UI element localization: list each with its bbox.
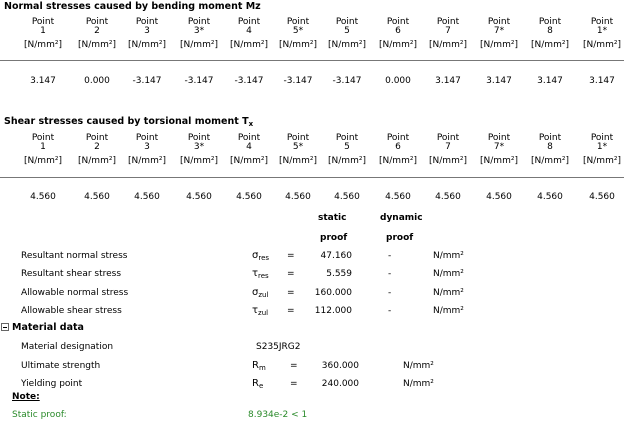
proof-row-equals-4: = bbox=[287, 306, 295, 316]
shear-header-point-6: Point bbox=[286, 133, 310, 143]
shear-header-unit-11: [N/mm²] bbox=[531, 156, 569, 166]
shear-header-point-12: Point bbox=[590, 133, 614, 143]
shear-value-10: 4.560 bbox=[486, 192, 512, 202]
normal-header-unit-3: [N/mm²] bbox=[128, 40, 166, 50]
proof-row-symbol-2: $\tau_{res}$ bbox=[252, 268, 269, 280]
normal-header-number-5: 4 bbox=[246, 26, 252, 36]
collapse-material-icon[interactable] bbox=[1, 323, 9, 331]
shear-stress-title-text: Shear stresses caused by torsional moment T bbox=[4, 116, 249, 127]
shear-value-5: 4.560 bbox=[236, 192, 262, 202]
shear-header-point-9: Point bbox=[436, 133, 460, 143]
static-proof-header-1: static bbox=[318, 213, 347, 223]
shear-value-7: 4.560 bbox=[334, 192, 360, 202]
shear-header-number-9: 7 bbox=[445, 142, 451, 152]
proof-row-static-value-1: 47.160 bbox=[320, 251, 352, 261]
normal-header-number-3: 3 bbox=[144, 26, 150, 36]
normal-header-point-12: Point bbox=[590, 17, 614, 27]
shear-header-unit-4: [N/mm²] bbox=[180, 156, 218, 166]
material-row-equals-1: = bbox=[290, 361, 298, 371]
proof-row-dynamic-value-1: - bbox=[388, 251, 392, 261]
material-row-label-2: Yielding point bbox=[21, 379, 83, 389]
normal-header-point-8: Point bbox=[386, 17, 410, 27]
normal-value-1: 3.147 bbox=[30, 76, 56, 86]
proof-row-label-4: Allowable shear stress bbox=[21, 306, 122, 316]
proof-row-equals-1: = bbox=[287, 251, 295, 261]
normal-header-number-11: 8 bbox=[547, 26, 553, 36]
shear-header-point-10: Point bbox=[487, 133, 511, 143]
normal-value-5: -3.147 bbox=[234, 76, 264, 86]
material-designation-label: Material designation bbox=[21, 342, 114, 352]
shear-header-unit-1: [N/mm²] bbox=[24, 156, 62, 166]
proof-row-dynamic-value-2: - bbox=[388, 269, 392, 279]
shear-header-unit-2: [N/mm²] bbox=[78, 156, 116, 166]
normal-value-4: -3.147 bbox=[184, 76, 214, 86]
normal-header-unit-2: [N/mm²] bbox=[78, 40, 116, 50]
shear-value-3: 4.560 bbox=[134, 192, 160, 202]
proof-row-label-1: Resultant normal stress bbox=[21, 251, 128, 261]
normal-header-unit-10: [N/mm²] bbox=[480, 40, 518, 50]
material-row-symbol-1: $R_m$ bbox=[252, 360, 266, 372]
shear-header-number-12: 1* bbox=[596, 142, 608, 152]
normal-value-11: 3.147 bbox=[537, 76, 563, 86]
shear-header-unit-3: [N/mm²] bbox=[128, 156, 166, 166]
shear-value-12: 4.560 bbox=[589, 192, 615, 202]
shear-header-point-2: Point bbox=[85, 133, 109, 143]
normal-header-point-11: Point bbox=[538, 17, 562, 27]
proof-row-label-3: Allowable normal stress bbox=[21, 288, 129, 298]
shear-stress-separator bbox=[0, 177, 624, 178]
normal-header-number-7: 5 bbox=[344, 26, 350, 36]
material-row-unit-2: N/mm² bbox=[403, 379, 434, 389]
shear-header-number-3: 3 bbox=[144, 142, 150, 152]
proof-row-equals-3: = bbox=[287, 288, 295, 298]
static-proof-header-2: proof bbox=[320, 233, 348, 243]
normal-header-point-3: Point bbox=[135, 17, 159, 27]
shear-value-11: 4.560 bbox=[537, 192, 563, 202]
normal-header-unit-4: [N/mm²] bbox=[180, 40, 218, 50]
shear-header-unit-9: [N/mm²] bbox=[429, 156, 467, 166]
shear-header-unit-10: [N/mm²] bbox=[480, 156, 518, 166]
shear-header-number-6: 5* bbox=[292, 142, 304, 152]
normal-value-7: -3.147 bbox=[332, 76, 362, 86]
dynamic-proof-header-1: dynamic bbox=[380, 213, 423, 223]
shear-stress-title bbox=[4, 116, 253, 128]
proof-row-static-value-2: 5.559 bbox=[326, 269, 352, 279]
normal-header-unit-9: [N/mm²] bbox=[429, 40, 467, 50]
material-designation-value: S235JRG2 bbox=[256, 342, 301, 352]
normal-header-point-10: Point bbox=[487, 17, 511, 27]
proof-row-unit-3: N/mm² bbox=[433, 288, 464, 298]
dynamic-proof-header-2: proof bbox=[386, 233, 414, 243]
shear-value-6: 4.560 bbox=[285, 192, 311, 202]
shear-header-number-10: 7* bbox=[493, 142, 505, 152]
normal-header-number-9: 7 bbox=[445, 26, 451, 36]
normal-header-point-7: Point bbox=[335, 17, 359, 27]
material-row-value-1: 360.000 bbox=[321, 361, 359, 371]
proof-row-unit-1: N/mm² bbox=[433, 251, 464, 261]
normal-stress-title: Normal stresses caused by bending moment Mz bbox=[4, 1, 261, 12]
normal-value-12: 3.147 bbox=[589, 76, 615, 86]
proof-row-symbol-4: $\tau_{zul}$ bbox=[252, 305, 269, 317]
normal-header-number-8: 6 bbox=[395, 26, 401, 36]
shear-header-point-3: Point bbox=[135, 133, 159, 143]
shear-header-number-1: 1 bbox=[40, 142, 46, 152]
normal-value-6: -3.147 bbox=[283, 76, 313, 86]
proof-row-symbol-3: $\sigma_{zul}$ bbox=[252, 287, 269, 299]
shear-header-number-7: 5 bbox=[344, 142, 350, 152]
material-row-value-2: 240.000 bbox=[321, 379, 359, 389]
shear-header-unit-7: [N/mm²] bbox=[328, 156, 366, 166]
normal-header-point-9: Point bbox=[436, 17, 460, 27]
shear-header-point-1: Point bbox=[31, 133, 55, 143]
material-row-equals-2: = bbox=[290, 379, 298, 389]
shear-header-point-11: Point bbox=[538, 133, 562, 143]
shear-header-number-2: 2 bbox=[94, 142, 100, 152]
proof-row-dynamic-value-3: - bbox=[388, 288, 392, 298]
normal-header-unit-8: [N/mm²] bbox=[379, 40, 417, 50]
shear-header-point-5: Point bbox=[237, 133, 261, 143]
normal-value-8: 0.000 bbox=[385, 76, 411, 86]
shear-value-1: 4.560 bbox=[30, 192, 56, 202]
normal-header-unit-7: [N/mm²] bbox=[328, 40, 366, 50]
proof-row-unit-4: N/mm² bbox=[433, 306, 464, 316]
normal-value-2: 0.000 bbox=[84, 76, 110, 86]
normal-header-unit-6: [N/mm²] bbox=[279, 40, 317, 50]
normal-header-unit-1: [N/mm²] bbox=[24, 40, 62, 50]
shear-header-unit-5: [N/mm²] bbox=[230, 156, 268, 166]
normal-stress-grid bbox=[0, 17, 624, 97]
shear-value-4: 4.560 bbox=[186, 192, 212, 202]
normal-value-10: 3.147 bbox=[486, 76, 512, 86]
normal-header-number-10: 7* bbox=[493, 26, 505, 36]
normal-header-number-1: 1 bbox=[40, 26, 46, 36]
shear-header-unit-12: [N/mm²] bbox=[583, 156, 621, 166]
normal-header-point-5: Point bbox=[237, 17, 261, 27]
normal-stress-separator bbox=[0, 60, 624, 61]
normal-header-point-1: Point bbox=[31, 17, 55, 27]
shear-value-2: 4.560 bbox=[84, 192, 110, 202]
normal-header-number-2: 2 bbox=[94, 26, 100, 36]
proof-row-equals-2: = bbox=[287, 269, 295, 279]
shear-value-9: 4.560 bbox=[435, 192, 461, 202]
static-proof-note-value: 8.934e-2 < 1 bbox=[248, 410, 308, 420]
shear-header-unit-8: [N/mm²] bbox=[379, 156, 417, 166]
material-row-symbol-2: $R_e$ bbox=[252, 378, 264, 390]
shear-header-unit-6: [N/mm²] bbox=[279, 156, 317, 166]
material-row-unit-1: N/mm² bbox=[403, 361, 434, 371]
normal-value-3: -3.147 bbox=[132, 76, 162, 86]
shear-value-8: 4.560 bbox=[385, 192, 411, 202]
shear-header-number-11: 8 bbox=[547, 142, 553, 152]
normal-header-unit-12: [N/mm²] bbox=[583, 40, 621, 50]
note-title: Note: bbox=[12, 392, 40, 402]
shear-header-point-4: Point bbox=[187, 133, 211, 143]
shear-header-point-8: Point bbox=[386, 133, 410, 143]
normal-value-9: 3.147 bbox=[435, 76, 461, 86]
normal-header-point-4: Point bbox=[187, 17, 211, 27]
normal-header-point-2: Point bbox=[85, 17, 109, 27]
normal-header-unit-11: [N/mm²] bbox=[531, 40, 569, 50]
normal-header-number-4: 3* bbox=[193, 26, 205, 36]
shear-header-number-4: 3* bbox=[193, 142, 205, 152]
static-proof-note-label: Static proof: bbox=[12, 410, 67, 420]
shear-header-point-7: Point bbox=[335, 133, 359, 143]
normal-header-number-6: 5* bbox=[292, 26, 304, 36]
normal-header-number-12: 1* bbox=[596, 26, 608, 36]
proof-row-label-2: Resultant shear stress bbox=[21, 269, 122, 279]
material-data-title: Material data bbox=[12, 322, 84, 333]
material-row-label-1: Ultimate strength bbox=[21, 361, 101, 371]
proof-row-unit-2: N/mm² bbox=[433, 269, 464, 279]
normal-header-unit-5: [N/mm²] bbox=[230, 40, 268, 50]
proof-row-symbol-1: $\sigma_{res}$ bbox=[252, 250, 270, 262]
shear-header-number-5: 4 bbox=[246, 142, 252, 152]
proof-row-static-value-4: 112.000 bbox=[314, 306, 352, 316]
shear-stress-title-sub: x bbox=[248, 120, 254, 128]
shear-stress-grid bbox=[0, 133, 624, 213]
normal-header-point-6: Point bbox=[286, 17, 310, 27]
proof-row-static-value-3: 160.000 bbox=[314, 288, 352, 298]
proof-row-dynamic-value-4: - bbox=[388, 306, 392, 316]
shear-header-number-8: 6 bbox=[395, 142, 401, 152]
